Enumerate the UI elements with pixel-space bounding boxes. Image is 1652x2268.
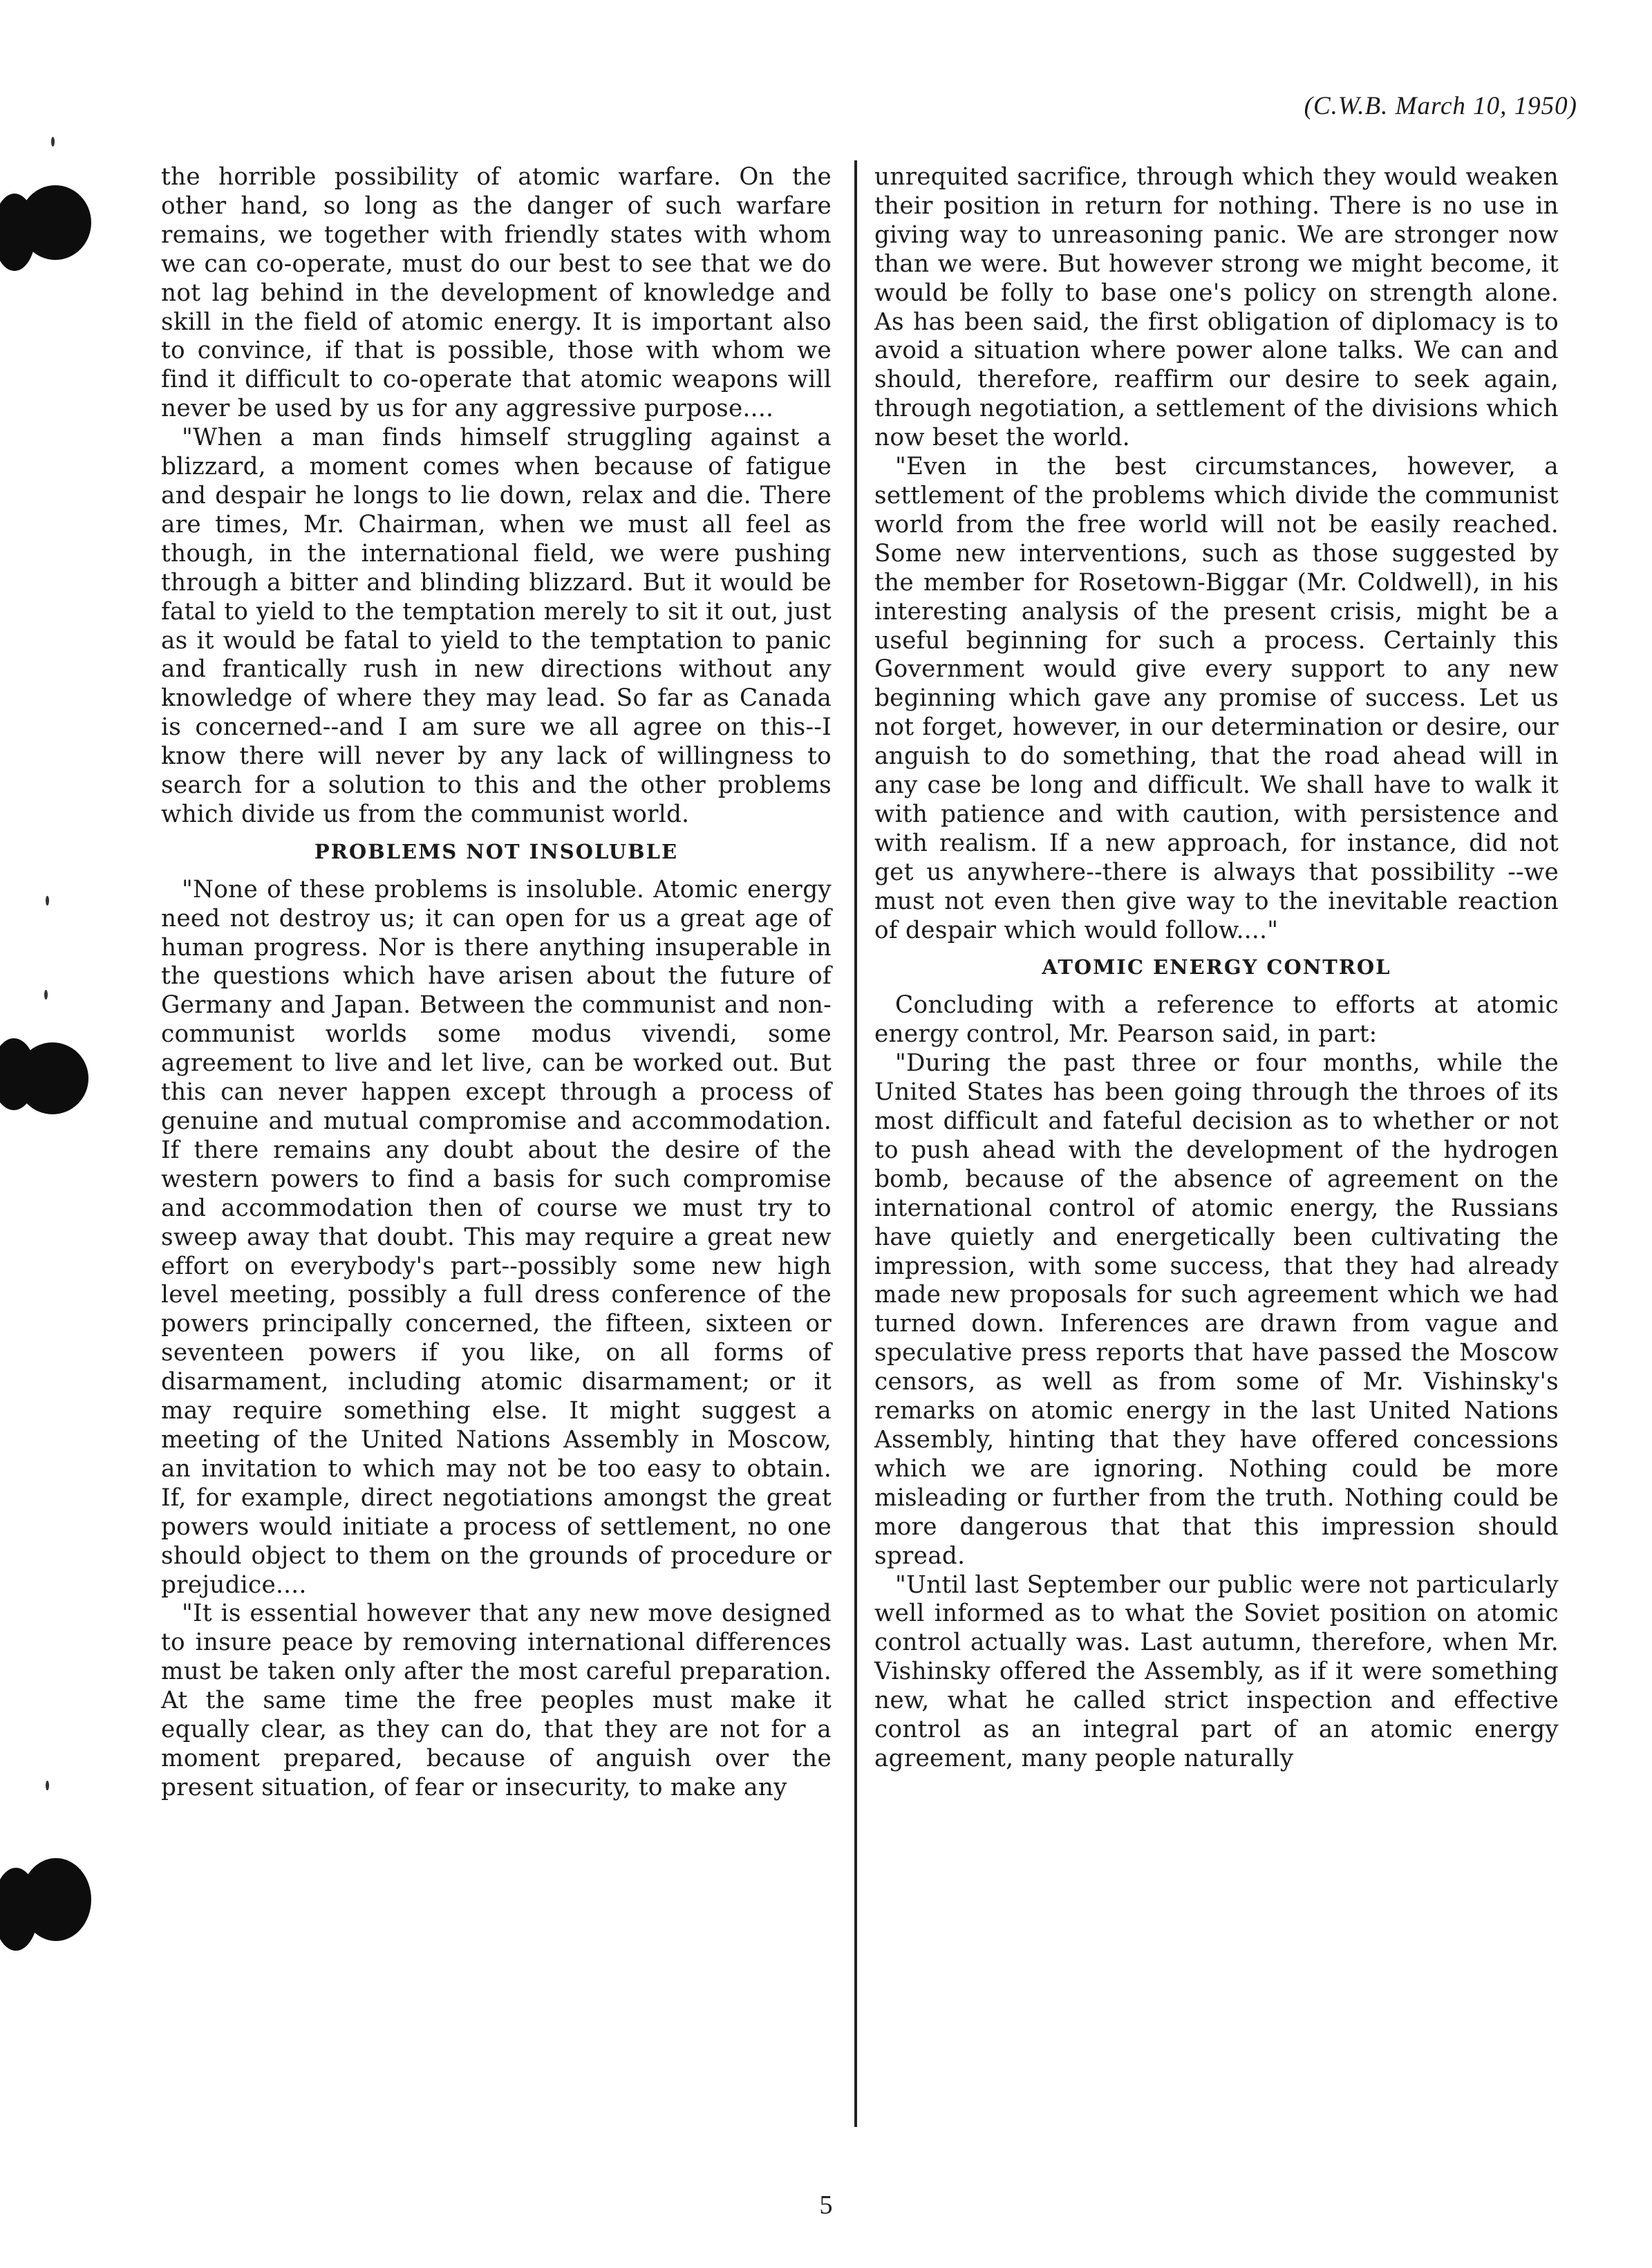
body-paragraph: "It is essential however that any new move designed to insure peace by removing international differences must be taken only after the most careful preparation. At the same time the free peoples must make it equally clear, as they can do, that they are not for a moment prepared, because of anguish over the present situation, of fear or insecurity, to make any	[161, 1600, 832, 1801]
margin-speck	[46, 1781, 49, 1790]
body-paragraph: "None of these problems is insoluble. Atomic energy need not destroy us; it can open for us a great age of human progress. Nor is there anything insuperable in the questions which have arisen about the future of Germany and Japan. Between the communist and non-communist worlds some modus vivendi, some agreement to live and let live, can be worked out. But this can never happen except through a process of genuine and mutual compromise and accommodation. If there remains any doubt about the desire of the western powers to find a basis for such compromise and accommodation then of course we must try to sweep away that doubt. This may require a great new effort on everybody's part--possibly some new high level meeting, possibly a full dress conference of the powers principally concerned, the fifteen, sixteen or seventeen powers if you like, on all forms of disarmament, including atomic disarmament; or it may require something else. It might suggest a meeting of the United Nations Assembly in Moscow, an invitation to which may not be too easy to obtain. If, for example, direct negotiations amongst the great powers would initiate a process of settlement, no one should object to them on the grounds of procedure or prejudice....	[161, 875, 832, 1599]
body-paragraph: unrequited sacrifice, through which they would weaken their position in return for nothing. There is no use in giving way to unreasoning panic. We are stronger now than we were. But however strong we might become, it would be folly to base one's policy on strength alone. As has been said, the first obligation of diplomacy is to avoid a situation where power alone talks. We can and should, therefore, reaffirm our desire to seek again, through negotiation, a settlement of the divisions which now beset the world.	[874, 163, 1559, 452]
body-paragraph: Concluding with a reference to efforts at atomic energy control, Mr. Pearson said, in part:	[874, 991, 1559, 1049]
punch-hole	[17, 1042, 88, 1114]
section-heading: PROBLEMS NOT INSOLUBLE	[314, 839, 679, 863]
margin-speck	[51, 137, 55, 147]
body-paragraph: "Even in the best circumstances, however, a settlement of the problems which divide the communist world from the free world will not be easily reached. Some new interventions, such as those suggested by the member for Rosetown-Biggar (Mr. Coldwell), in his interesting analysis of the present crisis, might be a useful beginning for such a process. Certainly this Government would give every support to any new beginning which gave any promise of success. Let us not forget, however, in our determination or desire, our anguish to do something, that the road ahead will in any case be long and difficult. We shall have to walk it with patience and with caution, with persistence and with realism. If a new approach, for instance, did not get us anywhere--there is always that possibility --we must not even then give way to the inevitable reaction of despair which would follow...."	[874, 453, 1559, 944]
body-paragraph: the horrible possibility of atomic warfare. On the other hand, so long as the danger of such warfare remains, we together with friendly states with whom we can co-operate, must do our best to see that we do not lag behind in the development of knowledge and skill in the field of atomic energy. It is important also to convince, if that is possible, those with whom we find it difficult to co-operate that atomic weapons will never be used by us for any aggressive purpose....	[161, 163, 832, 423]
body-paragraph: "Until last September our public were not particularly well informed as to what the Soviet position on atomic control actually was. Last autumn, therefore, when Mr. Vishinsky offered the Assembly, as if it were something new, what he called strict inspection and effective control as an integral part of an atomic energy agreement, many people naturally	[874, 1571, 1559, 1772]
punch-hole	[19, 185, 91, 260]
header-citation: (C.W.B. March 10, 1950)	[1304, 92, 1577, 120]
punch-hole	[21, 1858, 91, 1941]
margin-speck	[44, 990, 48, 1000]
margin-speck	[46, 896, 49, 906]
right-column	[874, 163, 1559, 1774]
column-divider	[854, 160, 857, 2127]
left-column	[161, 163, 832, 1803]
body-paragraph: "During the past three or four months, while the United States has been going through the throes of its most difficult and fateful decision as to whether or not to push ahead with the development of the hydrogen bomb, because of the absence of agreement on the international control of atomic energy, the Russians have quietly and energetically been cultivating the impression, with some success, that they had already made new proposals for such agreement which we had turned down. Inferences are drawn from vague and speculative press reports that have passed the Moscow censors, as well as from some of Mr. Vishinsky's remarks on atomic energy in the last United Nations Assembly, hinting that they have offered concessions which we are ignoring. Nothing could be more misleading or further from the truth. Nothing could be more dangerous that that this impression should spread.	[874, 1049, 1559, 1570]
page-number: 5	[819, 2191, 833, 2220]
section-heading: ATOMIC ENERGY CONTROL	[1042, 955, 1391, 980]
body-paragraph: "When a man finds himself struggling against a blizzard, a moment comes when because of fatigue and despair he longs to lie down, relax and die. There are times, Mr. Chairman, when we must all feel as though, in the international field, we were pushing through a bitter and blinding blizzard. But it would be fatal to yield to the temptation merely to sit it out, just as it would be fatal to yield to the temptation to panic and frantically rush in new directions without any knowledge of where they may lead. So far as Canada is concerned--and I am sure we all agree on this--I know there will never by any lack of willingness to search for a solution to this and the other problems which divide us from the communist world.	[161, 424, 832, 828]
